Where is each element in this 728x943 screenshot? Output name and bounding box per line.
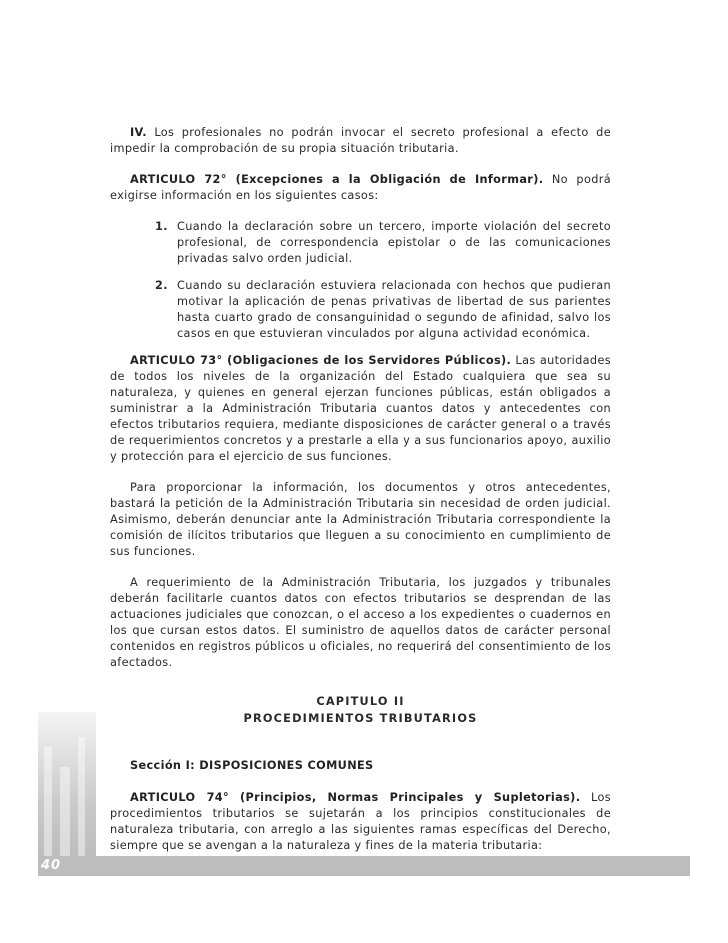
list-item xyxy=(155,219,611,267)
list-item-number: 2. xyxy=(155,279,168,292)
article-73-paragraph-3: A requerimiento de la Administración Tributaria, los juzgados y tribunales deberán facilitarle cuantos datos con efectos tributarios se desprendan de las actuaciones judiciales que conozcan, o el acceso a los expedientes o cuadernos en los que cursan estos datos. El suministro de aquellos datos de carácter personal contenidos en registros públicos u oficiales, no requerirá del consentimiento de los afectados. xyxy=(110,576,611,669)
article-73-paragraph-2: Para proporcionar la información, los documentos y otros antecedentes, bastará la petición de la Administración Tributaria sin necesidad de orden judicial. Asimismo, deberán denunciar ante la Administración Tributaria correspondiente la comisión de ilícitos tributarios que lleguen a su conocimiento en cumplimiento de sus funciones. xyxy=(110,481,611,558)
chapter-heading xyxy=(110,693,611,727)
document-body xyxy=(110,125,611,854)
page-number: 40 xyxy=(41,858,62,873)
footer-bar xyxy=(38,856,690,876)
article-73-text: Las autoridades de todos los niveles de la organización del Estado cualquiera que sea su naturaleza, y quienes en general ejerzan funciones públicas, están obligados a suministrar a la Administración Tributaria cuantos datos y antecedentes con efectos tributarios requiera, mediante disposiciones de carácter general o a través de requerimientos concretos y a prestarle a ella y a sus funcionarios apoyo, auxilio y protección para el ejercicio de sus funciones. xyxy=(110,354,611,463)
article-74-text: Los procedimientos tributarios se sujetarán a los principios constitucionales de naturaleza tributaria, con arreglo a las siguientes ramas específicas del Derecho, siempre que se avengan a la naturaleza y fines de la materia tributaria: xyxy=(110,791,612,852)
paragraph-text: Los profesionales no podrán invocar el secreto profesional a efecto de impedir la comprobación de su propia situación tributaria. xyxy=(110,126,611,155)
article-73-title: ARTICULO 73° (Obligaciones de los Servidores Públicos). xyxy=(130,354,512,367)
list-item-text: Cuando su declaración estuviera relacionada con hechos que pudieran motivar la aplicación de penas privativas de libertad de sus parientes hasta cuarto grado de consanguinidad o segundo de afinidad, salvo los casos en que estuvieran vinculados por alguna actividad económica. xyxy=(177,279,611,340)
article-72 xyxy=(110,172,611,204)
section-title: Sección I: DISPOSICIONES COMUNES xyxy=(130,759,374,772)
article-74-title: ARTICULO 74° (Principios, Normas Principales y Supletorias). xyxy=(130,791,581,804)
article-72-text: No podrá exigirse información en los siguientes casos: xyxy=(110,173,611,202)
list-item-number: 1. xyxy=(155,220,168,233)
article-73 xyxy=(110,353,611,465)
article-72-list xyxy=(110,219,611,342)
chapter-number: CAPITULO II xyxy=(316,695,405,708)
article-72-title: ARTICULO 72° (Excepciones a la Obligación de Informar). xyxy=(130,173,544,186)
article-74 xyxy=(110,790,611,854)
item-label: IV. xyxy=(130,126,147,139)
list-item-text: Cuando la declaración sobre un tercero, importe violación del secreto profesional, de correspondencia epistolar o de las comunicaciones privadas salvo orden judicial. xyxy=(177,220,611,265)
list-item xyxy=(155,278,611,342)
section-heading xyxy=(110,758,611,774)
decorative-photo-strip xyxy=(38,712,96,857)
chapter-title: PROCEDIMIENTOS TRIBUTARIOS xyxy=(243,712,478,725)
paragraph-iv xyxy=(110,125,611,157)
